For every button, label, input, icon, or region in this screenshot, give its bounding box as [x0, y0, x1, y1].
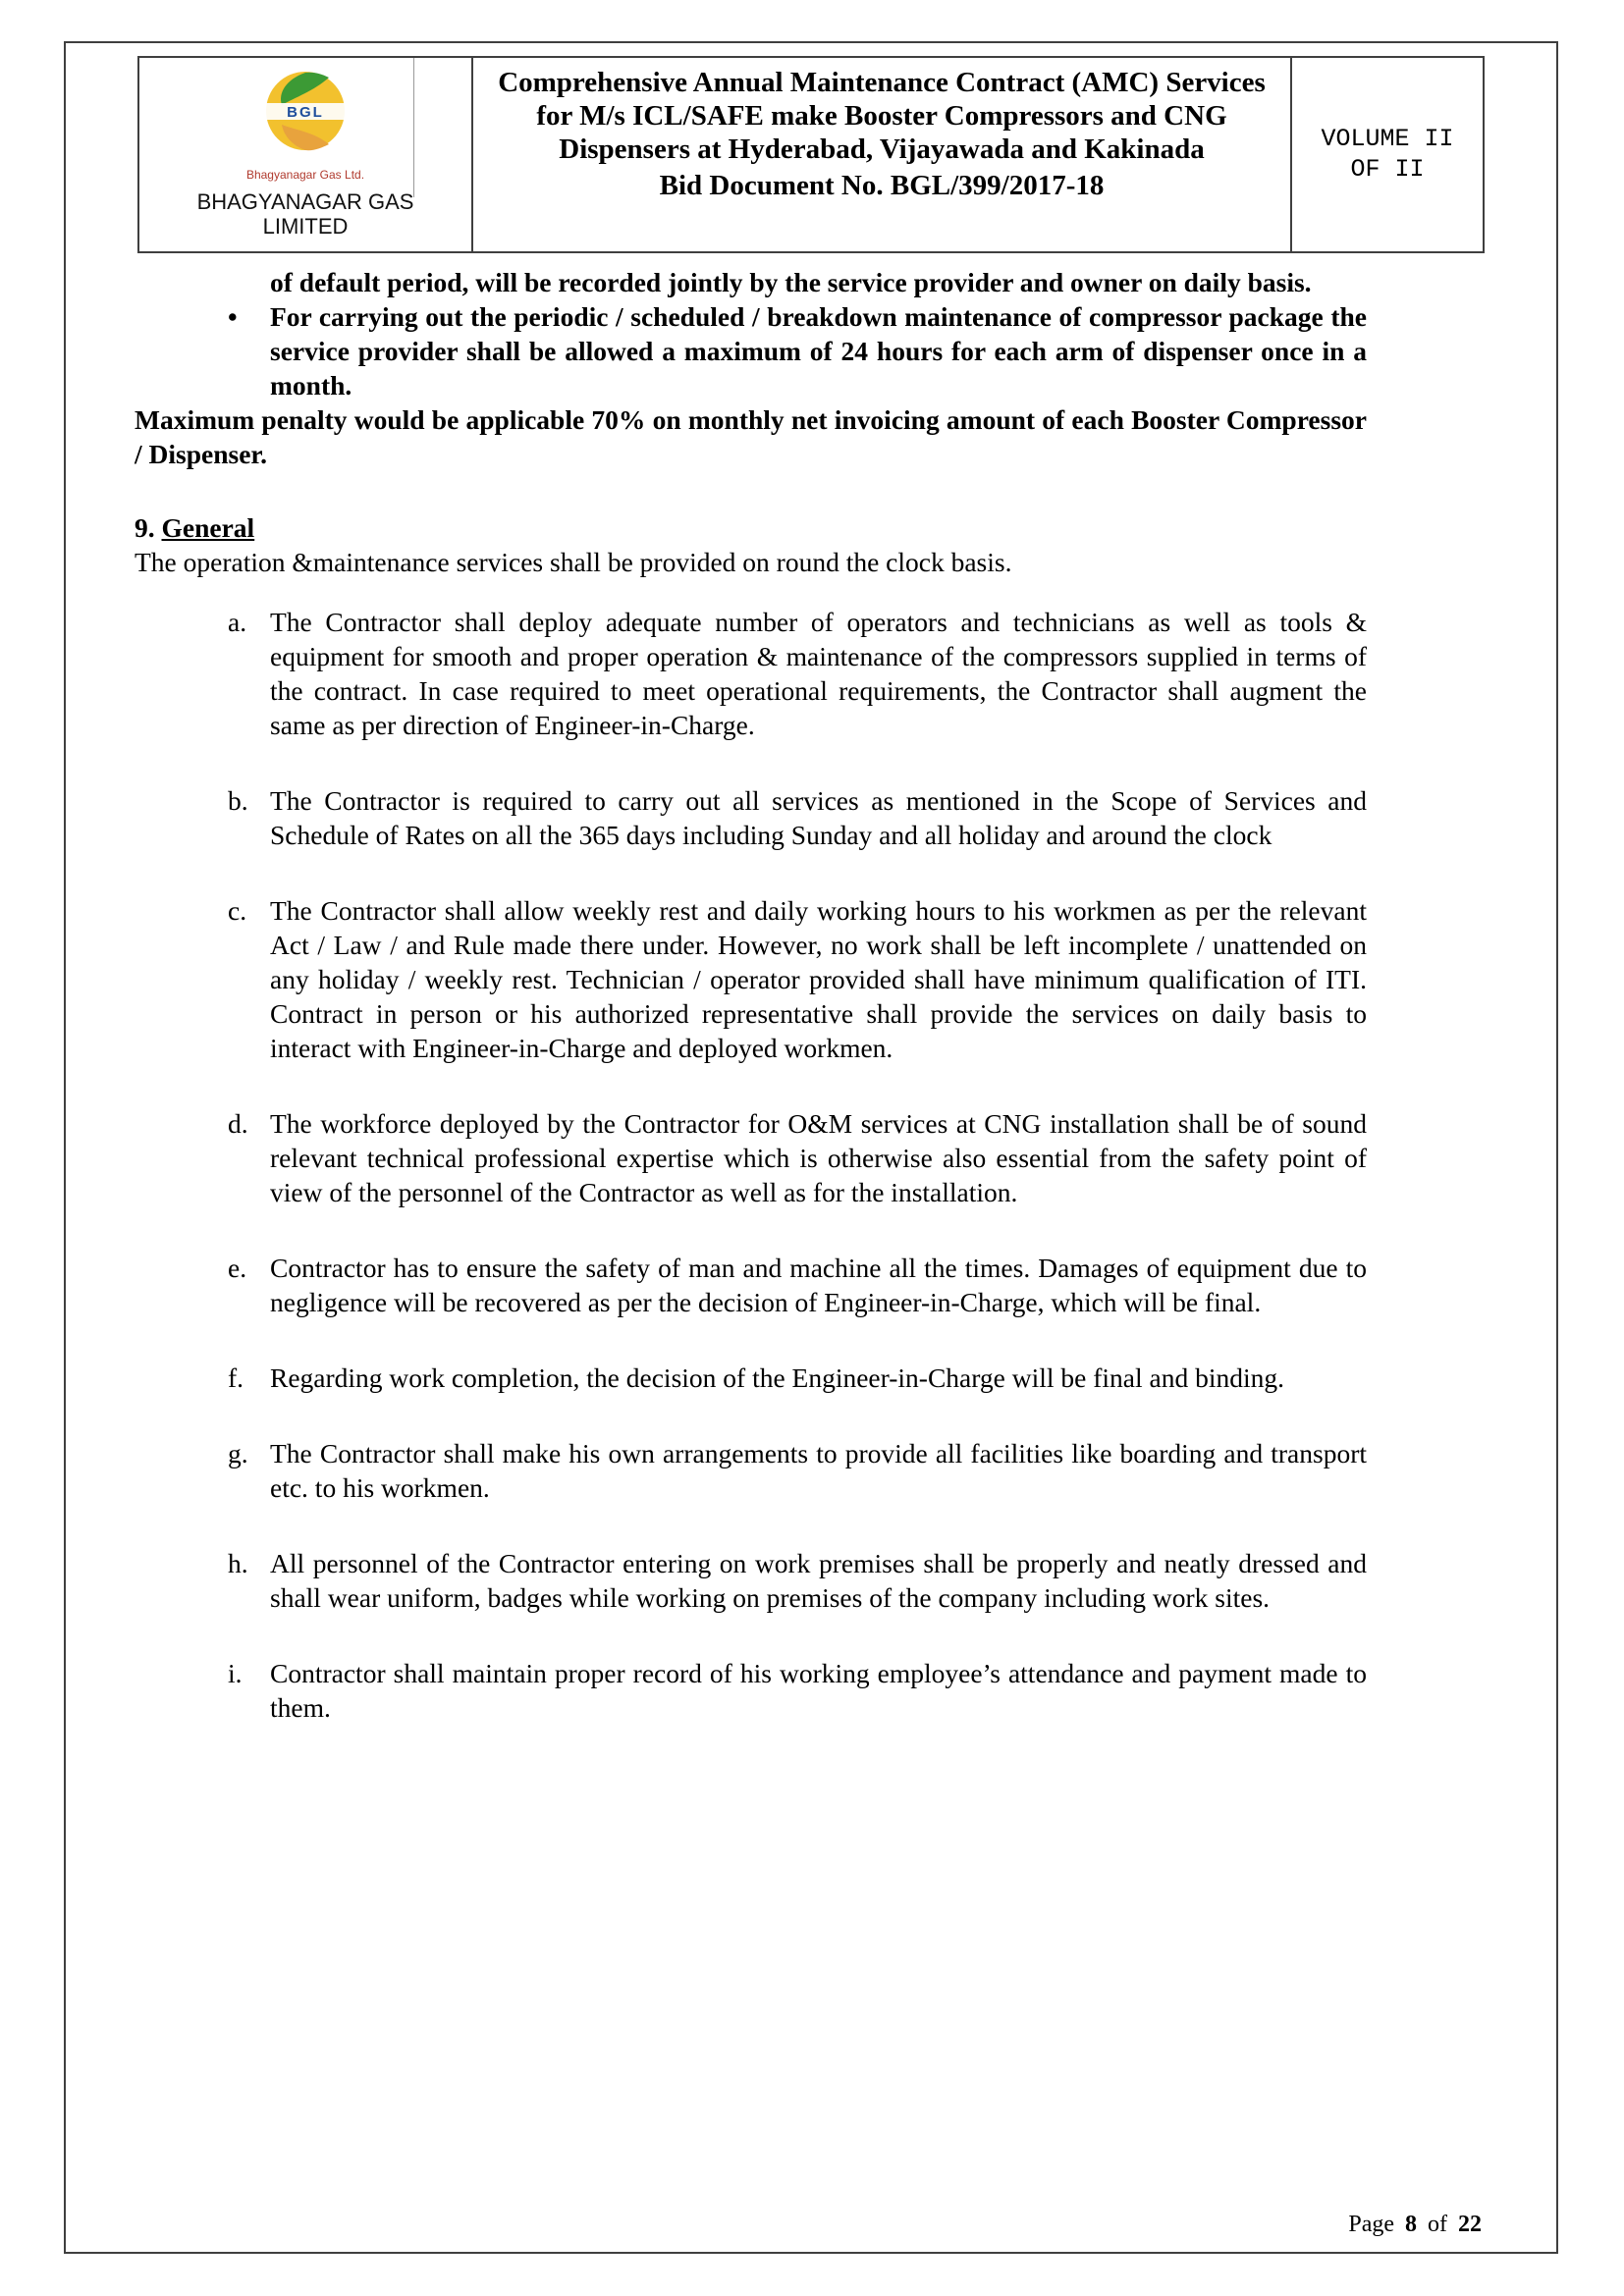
page-number: 8: [1405, 2212, 1417, 2237]
list-item: [135, 1436, 1367, 1505]
list-item-marker: g.: [228, 1437, 248, 1468]
volume-cell: [1292, 58, 1483, 251]
section-heading: [135, 510, 1367, 545]
list-item-marker: a.: [228, 606, 247, 637]
list-item-marker: c.: [228, 894, 247, 926]
list-item-marker: i.: [228, 1657, 243, 1688]
of-label: of: [1428, 2212, 1447, 2237]
list-item-marker: d.: [228, 1107, 248, 1139]
logo-caption: Bhagyanagar Gas Ltd.: [245, 168, 365, 182]
list-item-text: The Contractor is required to carry out all services as mentioned in the Scope of Services and Schedule of Rates on all the 365 days including Sunday and all holiday and around the clock: [270, 784, 1367, 850]
list-item: [135, 1251, 1367, 1319]
page-footer: [1348, 2212, 1482, 2238]
bid-document-number: Bid Document No. BGL/399/2017-18: [659, 169, 1105, 201]
logo-cell-divider: [413, 58, 414, 197]
list-item-text: All personnel of the Contractor entering on work premises shall be properly and neatly dressed and shall wear uniform, badges while working on premises of the company including work sites.: [270, 1547, 1367, 1613]
page-label: Page: [1348, 2212, 1394, 2237]
page-total: 22: [1458, 2212, 1482, 2237]
organization-name-line2: LIMITED: [262, 214, 349, 240]
section-intro: The operation &maintenance services shall be provided on round the clock basis.: [135, 546, 1012, 577]
list-item: [135, 1656, 1367, 1725]
lettered-list: [135, 605, 1367, 1725]
list-item-text: The Contractor shall make his own arrangements to provide all facilities like boarding and transport etc. to his workmen.: [270, 1437, 1367, 1503]
section-number: 9.: [135, 511, 155, 543]
section-title: General: [161, 511, 255, 543]
organization-name-line1: BHAGYANAGAR GAS: [196, 189, 414, 214]
page-border: [64, 41, 1558, 2254]
list-item-marker: e.: [228, 1252, 247, 1283]
bullet-item: [135, 299, 1367, 402]
title-cell: [473, 58, 1292, 251]
continuation-paragraph: of default period, will be recorded jointly by the service provider and owner on daily basis.: [270, 266, 1312, 297]
document-title: Comprehensive Annual Maintenance Contract (AMC) Services for M/s ICL/SAFE make Booster Compressors and CNG Dispensers at Hyderabad, Vijayawada and Kakinada: [498, 67, 1266, 166]
penalty-paragraph: Maximum penalty would be applicable 70% on monthly net invoicing amount of each Booster Compressor / Dispenser.: [135, 403, 1367, 469]
list-item: [135, 1361, 1367, 1395]
bgl-logo: [254, 68, 356, 166]
document-header: [137, 56, 1485, 253]
list-item-text: The Contractor shall allow weekly rest and daily working hours to his workmen as per the relevant Act / Law / and Rule made there under. However, no work shall be left incomplete / unattended on any holiday / weekly rest. Technician / operator provided shall have minimum qualification of ITI. Contract in person or his authorized representative shall provide the services on daily basis to interact with Engineer-in-Charge and deployed workmen.: [270, 894, 1367, 1063]
bullet-icon: •: [228, 300, 238, 332]
list-item-marker: f.: [228, 1362, 244, 1393]
logo-abbr-text: BGL: [287, 104, 324, 121]
list-item-text: Regarding work completion, the decision of the Engineer-in-Charge will be final and binding.: [270, 1362, 1284, 1393]
organization-name: [197, 189, 414, 240]
list-item-marker: b.: [228, 784, 248, 816]
list-item: [135, 1546, 1367, 1615]
volume-line2: OF II: [1350, 155, 1425, 185]
list-item-text: The Contractor shall deploy adequate number of operators and technicians as well as tools & equipment for smooth and proper operation & maintenance of the compressors supplied in terms of the contract. In case required to meet operational requirements, the Contractor shall augment the same as per direction of Engineer-in-Charge.: [270, 606, 1367, 740]
list-item: [135, 783, 1367, 852]
list-item-text: Contractor shall maintain proper record of his working employee’s attendance and payment made to them.: [270, 1657, 1367, 1723]
list-item: [135, 893, 1367, 1065]
list-item: [135, 605, 1367, 742]
list-item-text: The workforce deployed by the Contractor for O&M services at CNG installation shall be of sound relevant technical professional expertise which is otherwise also essential from the safety point of view of the personnel of the Contractor as well as for the installation.: [270, 1107, 1367, 1207]
list-item-marker: h.: [228, 1547, 248, 1578]
bullet-text: For carrying out the periodic / scheduled / breakdown maintenance of compressor package the service provider shall be allowed a maximum of 24 hours for each arm of dispenser once in a month.: [270, 300, 1367, 400]
list-item: [135, 1106, 1367, 1209]
document-body: [135, 265, 1367, 1725]
list-item-text: Contractor has to ensure the safety of man and machine all the times. Damages of equipment due to negligence will be recovered as per the decision of Engineer-in-Charge, which will be final.: [270, 1252, 1367, 1317]
volume-line1: VOLUME II: [1321, 125, 1454, 154]
logo-cell: [139, 58, 473, 251]
